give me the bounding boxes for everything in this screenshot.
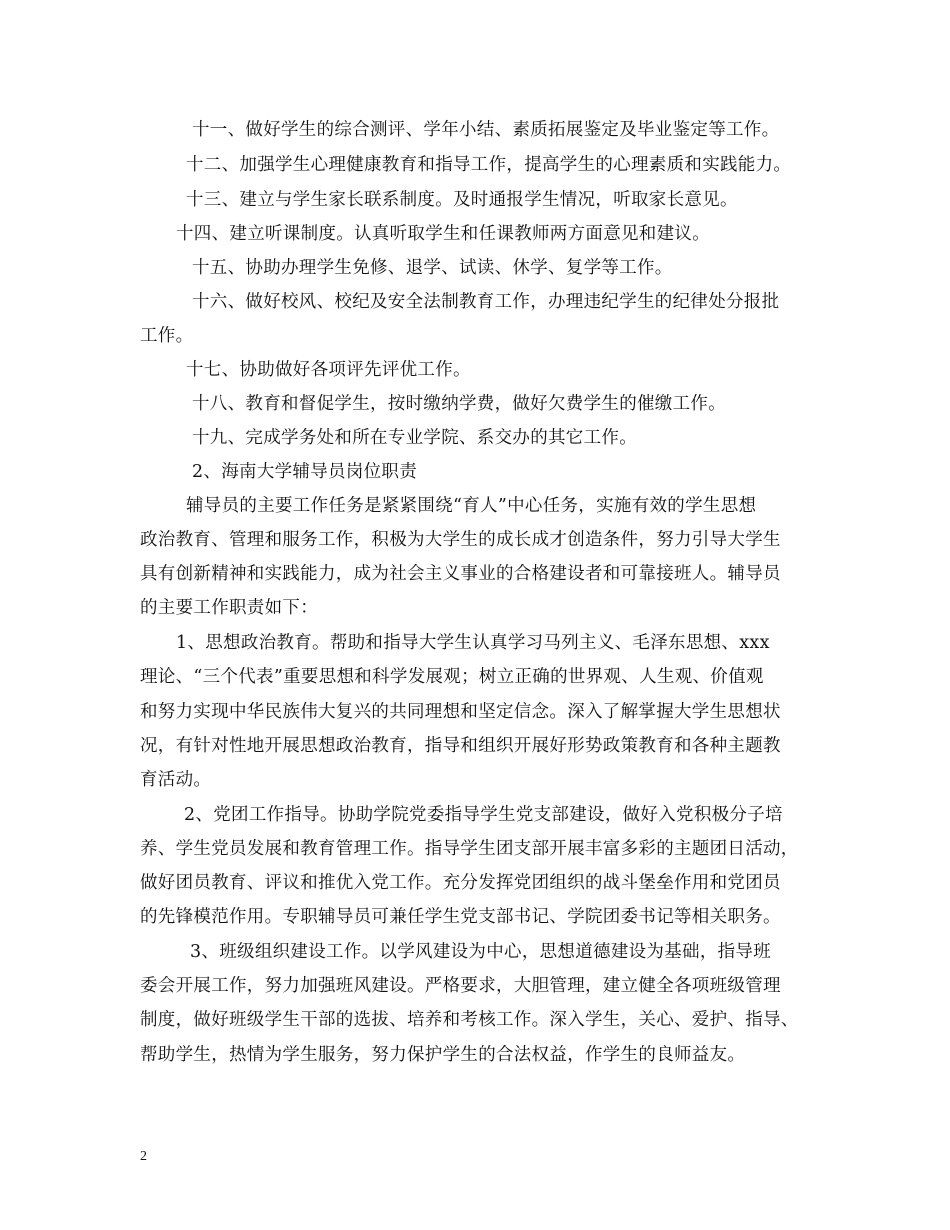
text-line: 育活动。: [140, 770, 212, 790]
text-line: 工作。: [140, 326, 194, 346]
text-line: 十九、完成学务处和所在专业学院、系交办的其它工作。: [192, 428, 637, 448]
text-line: 十六、做好校风、校纪及安全法制教育工作，办理违纪学生的纪律处分报批: [192, 292, 780, 312]
text-line: 理论、“三个代表”重要思想和科学发展观；树立正确的世界观、人生观、价值观: [140, 667, 764, 687]
text-line: 十二、加强学生心理健康教育和指导工作，提高学生的心理素质和实践能力。: [186, 155, 792, 175]
text-line: 十一、做好学生的综合测评、学年小结、素质拓展鉴定及毕业鉴定等工作。: [192, 120, 780, 140]
text-line: 十四、建立听课制度。认真听取学生和任课教师两方面意见和建议。: [176, 224, 710, 244]
text-line: 委会开展工作，努力加强班风建设。严格要求，大胆管理，建立健全各项班级管理: [140, 976, 781, 996]
text-line: 3、班级组织建设工作。以学风建设为中心，思想道德建设为基础，指导班: [190, 942, 772, 962]
text-line: 帮助学生，热情为学生服务，努力保护学生的合法权益，作学生的良师益友。: [140, 1045, 746, 1065]
page-number: 2: [140, 1149, 147, 1164]
section-heading: 2、海南大学辅导员岗位职责: [192, 462, 418, 482]
text-line: 1、思想政治教育。帮助和指导大学生认真学习马列主义、毛泽东思想、xxx: [176, 633, 770, 653]
text-line: 况，有针对性地开展思想政治教育，指导和组织开展好形势政策教育和各种主题教: [140, 736, 781, 756]
text-line: 的主要工作职责如下：: [140, 598, 318, 618]
text-line: 的先锋模范作用。专职辅导员可兼任学生党支部书记、学院团委书记等相关职务。: [140, 907, 781, 927]
text-line: 十八、教育和督促学生，按时缴纳学费，做好欠费学生的催缴工作。: [192, 394, 726, 414]
text-line: 十五、协助办理学生免修、退学、试读、休学、复学等工作。: [192, 258, 673, 278]
text-line: 十三、建立与学生家长联系制度。及时通报学生情况，听取家长意见。: [186, 190, 738, 210]
text-line: 具有创新精神和实践能力，成为社会主义事业的合格建设者和可靠接班人。辅导员: [140, 564, 781, 584]
text-line: 做好团员教育、评议和推优入党工作。充分发挥党团组织的战斗堡垒作用和党团员: [140, 873, 781, 893]
text-line: 十七、协助做好各项评先评优工作。: [186, 360, 471, 380]
text-line: 和努力实现中华民族伟大复兴的共同理想和坚定信念。深入了解掌握大学生思想状: [140, 702, 781, 722]
text-line: 养、学生党员发展和教育管理工作。指导学生团支部开展丰富多彩的主题团日活动，: [140, 839, 799, 859]
text-line: 政治教育、管理和服务工作，积极为大学生的成长成才创造条件，努力引导大学生: [140, 530, 781, 550]
text-line: 辅导员的主要工作任务是紧紧围绕“育人”中心任务，实施有效的学生思想: [186, 496, 757, 516]
text-line: 2、党团工作指导。协助学院党委指导学生党支部建设，做好入党积极分子培: [184, 805, 783, 825]
text-line: 制度，做好班级学生干部的选拔、培养和考核工作。深入学生，关心、爱护、指导、: [140, 1010, 799, 1030]
